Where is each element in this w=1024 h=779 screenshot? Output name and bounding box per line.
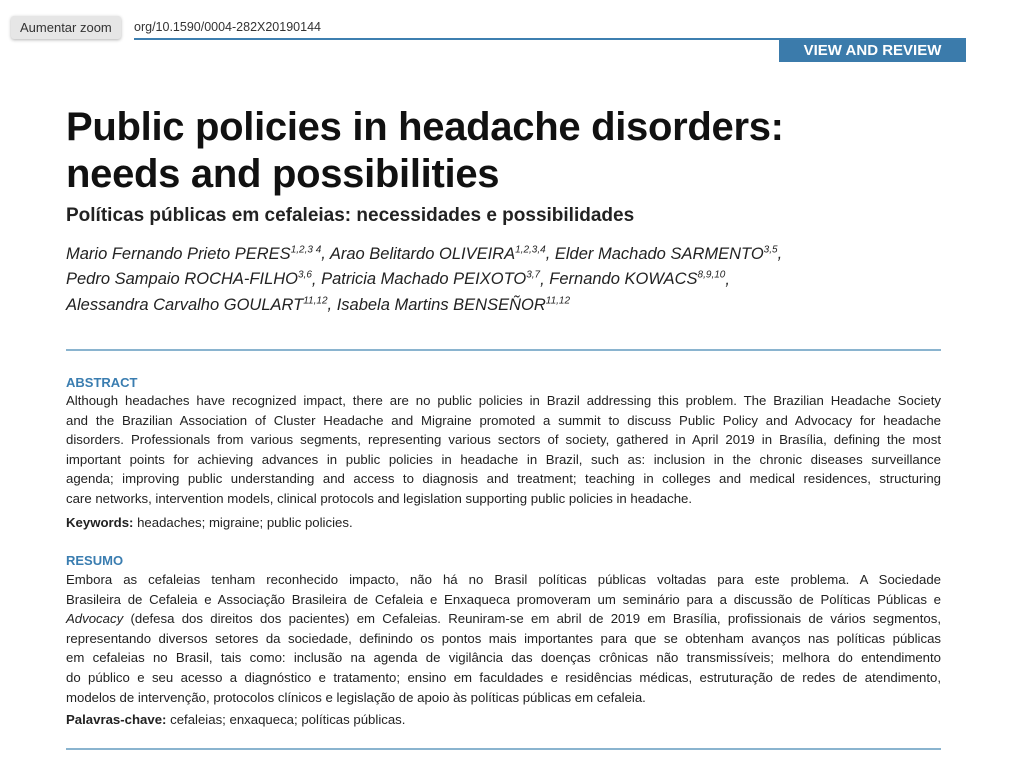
author-list: Mario Fernando Prieto $PERES^{1,2,3 4}$, Arao Belitardo OLIVEIRA$^{1,2,3,4}$, Elder Machado SARMENTO$^{3,5}$, Pedro Sampaio ROCHA-FILHO$^{3,6}$, Patricia Machado PEIXOTO$^{3,7}$, Fernando KOWACS$^{8,9,10}$, Alessandra Carvalho GOULART$^{11,12}$, Isabela Martins BENSEÑOR$^{11,12}$ xyxy=(66,244,783,314)
author: Elder Machado SARMENTO$^{3,5}$ xyxy=(554,244,778,263)
keywords: Keywords: headaches; migraine; public policies. xyxy=(66,515,353,530)
abstract-heading: ABSTRACT xyxy=(66,375,138,390)
author: Isabela Martins BENSEÑOR$^{11,12}$ xyxy=(336,295,571,314)
divider xyxy=(66,349,941,351)
author: Pedro Sampaio ROCHA-FILHO$^{3,6}$ xyxy=(66,269,312,288)
section-badge: VIEW AND REVIEW xyxy=(779,40,966,62)
article-subtitle: Políticas públicas em cefaleias: necessidades e possibilidades xyxy=(66,205,635,226)
author: Alessandra Carvalho GOULART$^{11,12}$ xyxy=(66,295,328,314)
author: Fernando KOWACS$^{8,9,10}$ xyxy=(549,269,726,288)
divider xyxy=(66,748,941,750)
title-line: needs and possibilities xyxy=(66,152,500,196)
resumo-heading: RESUMO xyxy=(66,553,124,568)
title-line: Public policies in headache disorders: xyxy=(66,105,784,149)
doi-link[interactable]: org/10.1590/0004-282X20190144 xyxy=(134,20,321,34)
article-title xyxy=(66,104,784,198)
resumo-text: Embora as cefaleias tenham reconhecido impacto, não há no Brasil políticas públicas voltadas para este problema. A Sociedade Brasileira de Cefaleia e Associação Brasileira de Cefaleia e Enxaqueca promoveram um seminário para a discussão de Políticas Públicas e Advocacy (defesa dos direitos dos pacientes) em Cefaleias. Reuniram-se em abril de 2019 em Brasília, profissionais de vários segmentos, representando diversos setores da sociedade, definindo os pontos mais importantes para que se obtenham avanços nas políticas públicas em cefaleias no Brasil, tais como: inclusão na agenda de vigilância das doenças crônicas não transmissíveis; melhora do entendimento do público e seu acesso a diagnóstico e tratamento; ensino em faculdades e residências médicas, estruturação de redes de atendimento, modelos de intervenção, protocolos clínicos e legislação de apoio às políticas públicas em cefaleia. xyxy=(66,572,941,705)
zoom-tooltip: Aumentar zoom xyxy=(11,16,121,39)
palavras-chave: Palavras-chave: cefaleias; enxaqueca; políticas públicas. xyxy=(66,712,406,727)
author: Mario Fernando Prieto $PERES^{1,2,3 4}$ xyxy=(66,244,322,263)
abstract-text: Although headaches have recognized impact, there are no public policies in Brazil addressing this problem. The Brazilian Headache Society and the Brazilian Association of Cluster Headache and Migraine promoted a summit to discuss Public Policy and Advocacy for headache disorders. Professionals from various segments, representing various sectors of society, gathered in April 2019 in Brasília, defining the most important points for achieving advances in public policies in headache in Brazil, such as: inclusion in the chronic diseases surveillance agenda; improving public understanding and access to diagnosis and treatment; teaching in colleges and medical residences, structuring care networks, intervention models, clinical protocols and legislation supporting public policies in headache. xyxy=(66,393,941,506)
author: Patricia Machado PEIXOTO$^{3,7}$ xyxy=(321,269,541,288)
author: Arao Belitardo OLIVEIRA$^{1,2,3,4}$ xyxy=(329,244,546,263)
